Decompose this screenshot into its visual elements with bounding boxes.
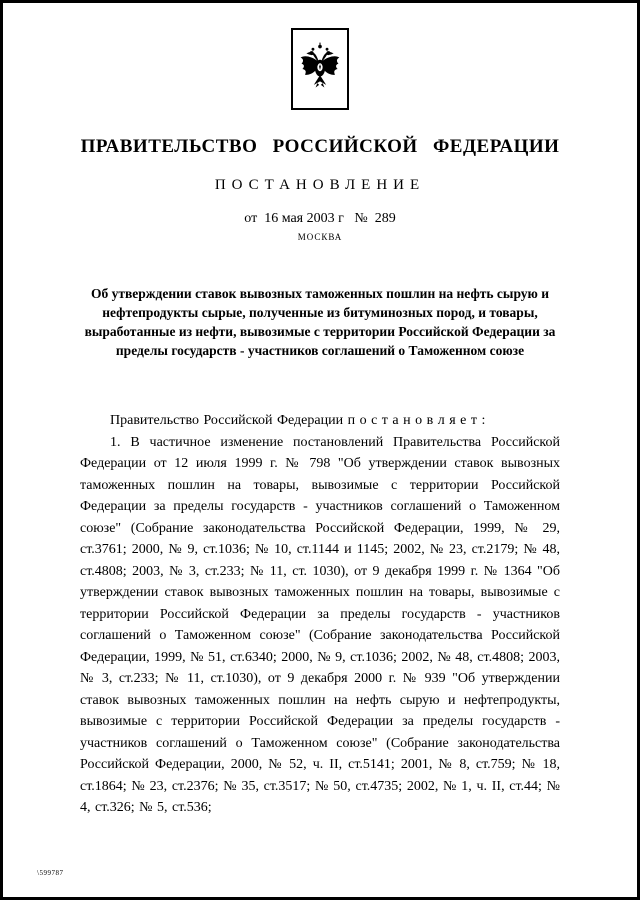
body-paragraph-resolution: Правительство Российской Федерации п о с т а н о в л я е т : (110, 413, 486, 428)
document-registration-code: \599787 (37, 869, 64, 877)
city-label: МОСКВА (297, 232, 343, 242)
russian-coat-of-arms-icon (298, 37, 342, 101)
coat-of-arms-box (291, 28, 349, 110)
date-and-number-line: от 16 мая 2003 г № 289 (244, 211, 396, 226)
issuing-authority-title: ПРАВИТЕЛЬСТВО РОССИЙСКОЙ ФЕДЕРАЦИИ (80, 136, 560, 157)
body-paragraph-item-1: 1. В частичное изменение постановлений Правительства Российской Федерации от 12 июля 1999 г. № 798 "Об утверждении ставок вывозных таможенных пошлин на товары, вывозимые с территории Российской Федерации за пределы государств - участников соглашений о Таможенном союзе" (Собрание законодательства Российской Федерации, 1999, № 29, ст.3761; 2000, № 9, ст.1036; № 10, ст.1144 и 1145; 2002, № 23, ст.2179; № 48, ст.4808; 2003, № 3, ст.233; № 11, ст. 1030), от 9 декабря 1999 г. № 1364 "Об утверждении ставок вывозных таможенных пошлин на товары, вывозимые с территории Российской Федерации за пределы государств - участников соглашений о Таможенном союзе" (Собрание законодательства Российской Федерации, 1999, № 51, ст.6340; 2000, № 9, ст.1036; 2002, № 48, ст.4808; 2003, № 3, ст.233; № 11, ст.1030), от 9 декабря 2000 г. № 939 "Об утверждении ставок вывозных таможенных пошлин на нефть сырую и нефтепродукты, вывозимые с территории Российской Федерации за пределы государств - участников соглашений о Таможенном союзе" (Собрание законодательства Российской Федерации, 2000, № 52, ч. II, ст.5141; 2001, № 8, ст.759; № 18, ст.1864; № 23, ст.2376; № 35, ст.3517; № 50, ст.4735; 2002, № 1, ч. II, ст.44; № 4, ст.326; № 5, ст.536; (80, 434, 560, 815)
document-body (80, 410, 560, 819)
document-type-title: ПОСТАНОВЛЕНИЕ (214, 177, 426, 193)
document-subject-heading: Об утверждении ставок вывозных таможенных пошлин на нефть сырую и нефтепродукты сырые, полученные из битуминозных пород, и товары, выработанные из нефти, вывозимые с территории Российской Федерации за пределы государств - участников соглашений о Таможенном союзе (84, 286, 556, 358)
